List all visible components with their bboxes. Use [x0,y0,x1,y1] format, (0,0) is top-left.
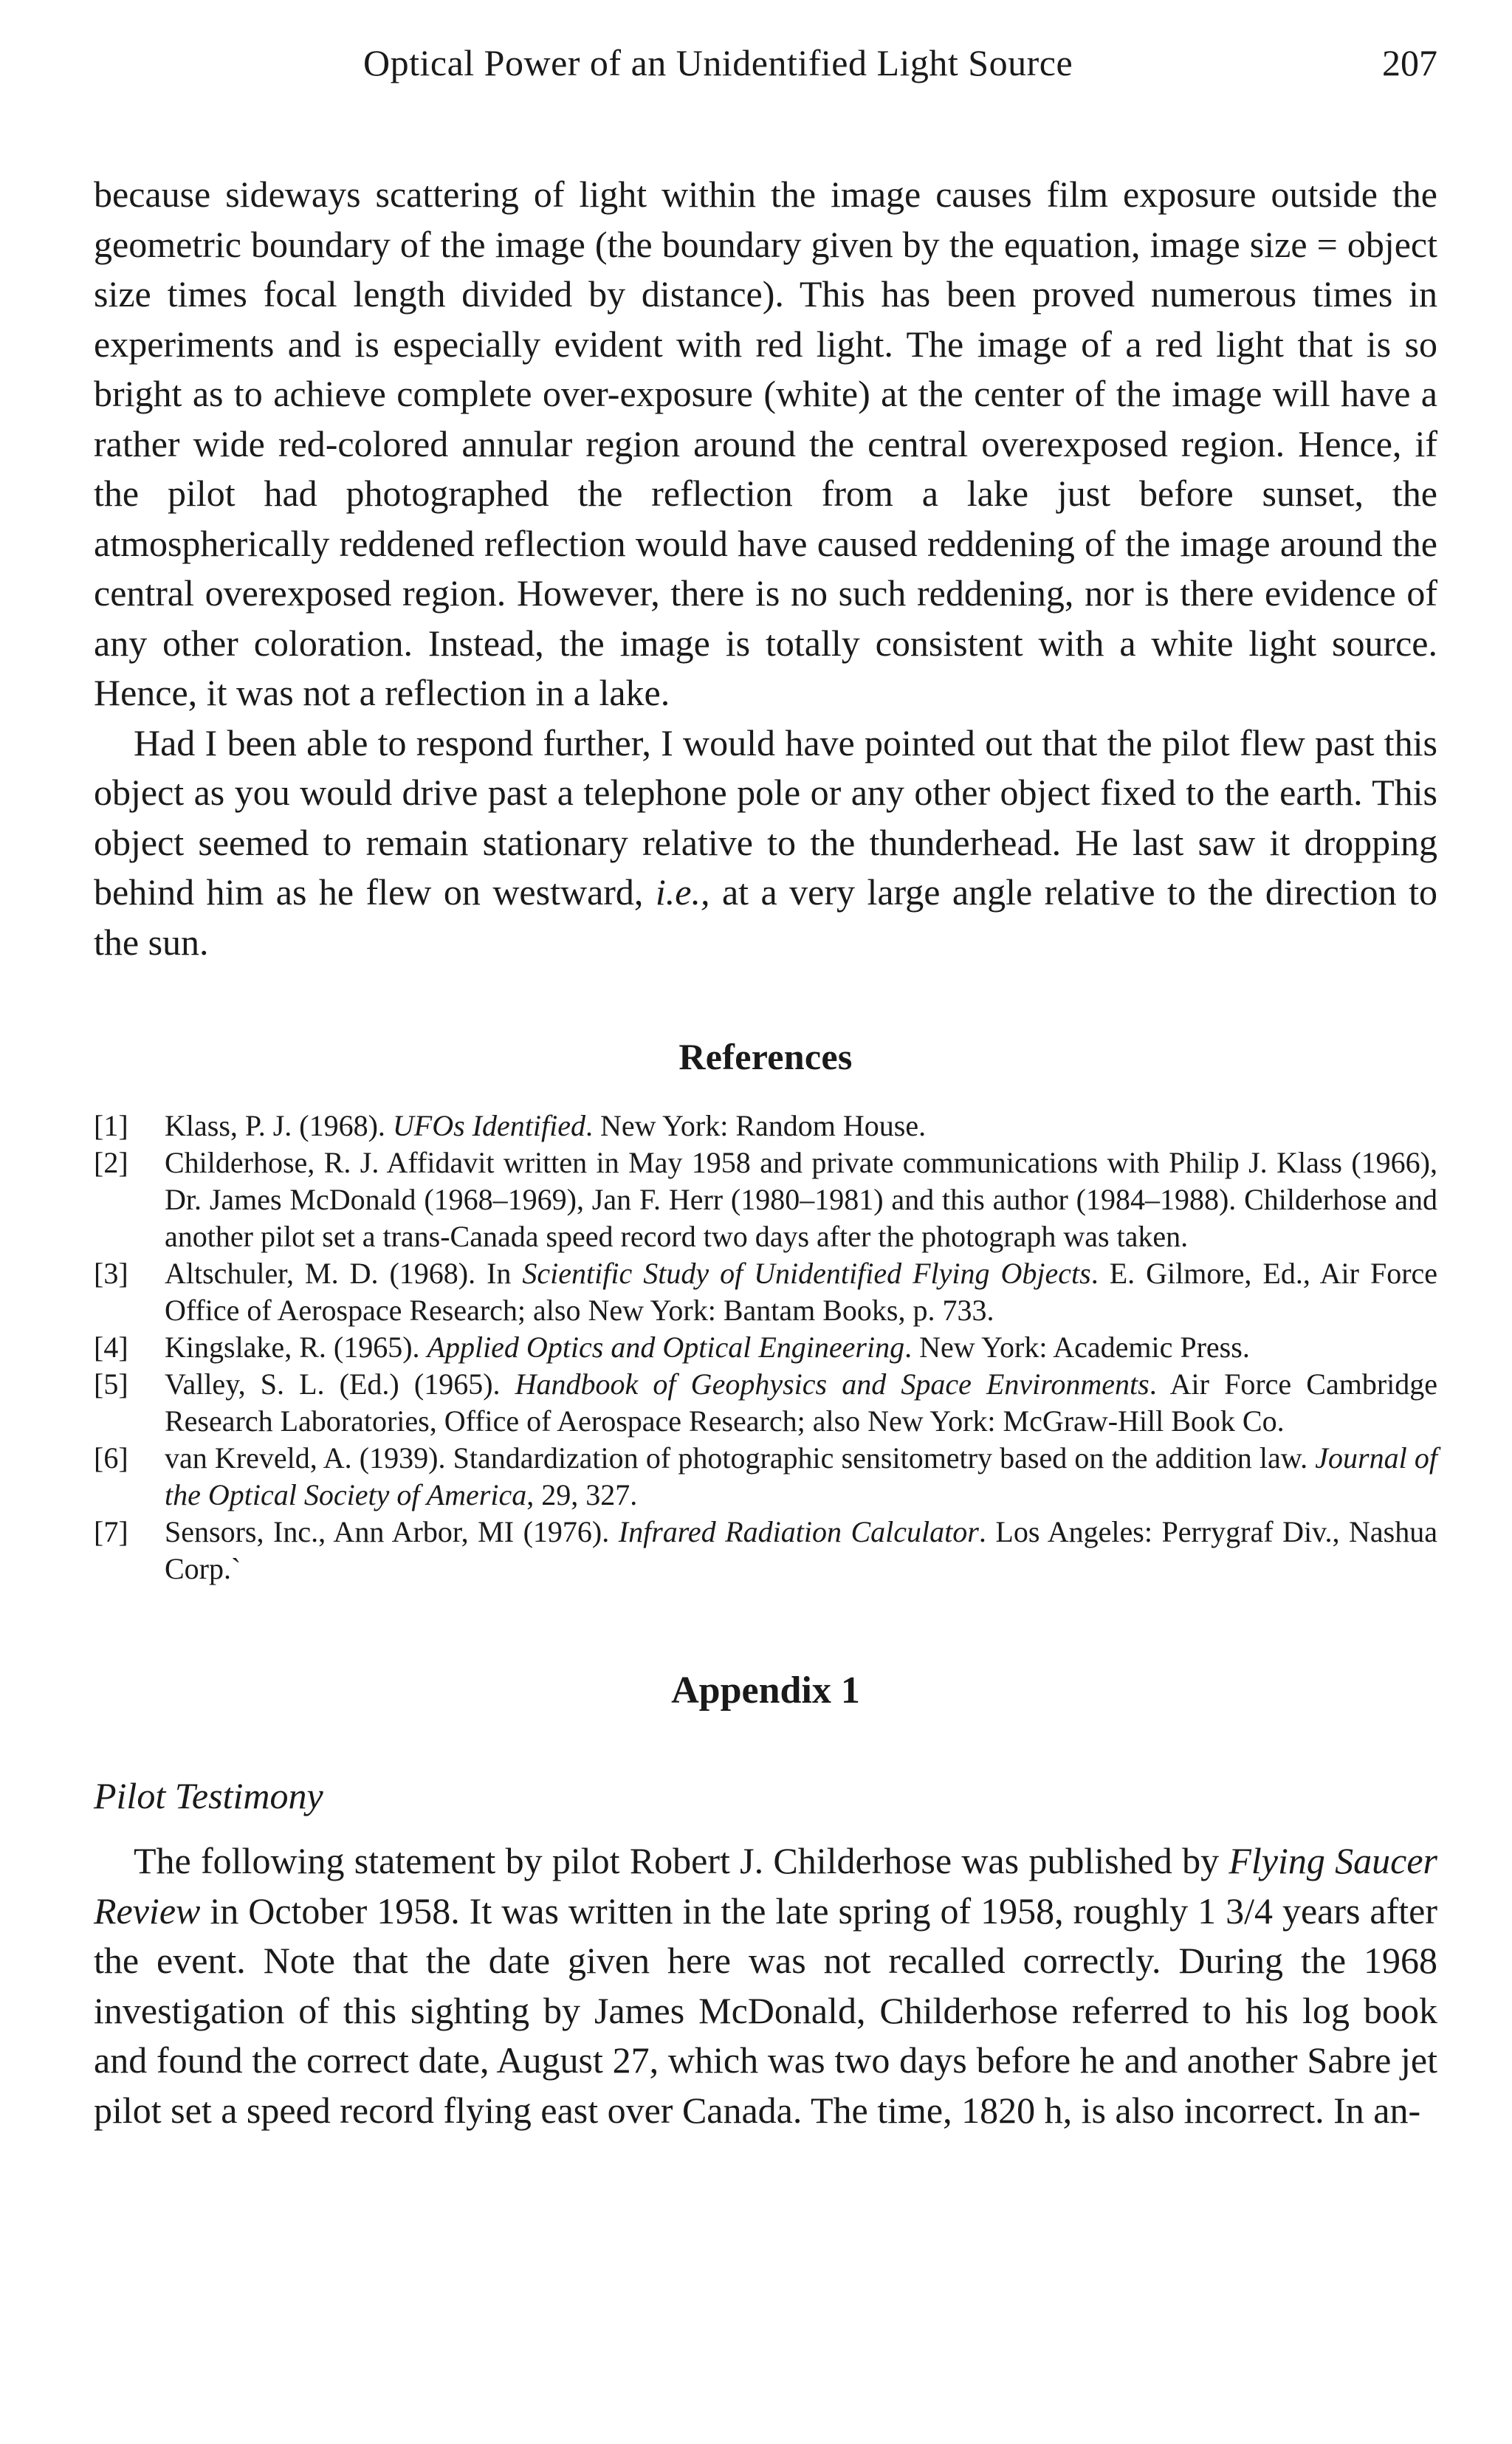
reference-text-end: . New York: Academic Press. [904,1331,1250,1364]
reference-number: [3] [94,1257,128,1290]
reference-item [94,1144,1437,1255]
reference-title: Infrared Radiation Calculator [618,1515,979,1548]
running-head [94,37,1437,96]
references-heading: References [678,1036,853,1077]
body-paragraph-1: because sideways scattering of light within the image causes film exposure outside the geometric boundary of the image (the boundary given by the equation, image size = object size times focal length divided by distance). This has been proved numerous times in experiments and is especially evident with red light. The image of a red light that is so bright as to achieve complete over-exposure (white) at the center of the image will have a rather wide red-colored annular region around the central overexposed region. Hence, if the pilot had photographed the reflection from a lake just before sunset, the atmospherically reddened reflection would have caused reddening of the image around the central overexposed region. However, there is no such reddening, nor is there evidence of any other coloration. Instead, the image is totally consistent with a white light source. Hence, it was not a reflection in a lake. [94,174,1437,713]
reference-text-end: . New York: Random House. [585,1109,927,1142]
appendix-subheading: Pilot Testimony [94,1775,323,1816]
reference-item [94,1255,1437,1329]
reference-text: van Kreveld, A. (1939). Standardization of photographic sensitometry based on the addition law. [165,1441,1316,1475]
reference-number: [1] [94,1109,128,1142]
appendix-text-b: in October 1958. It was written in the late spring of 1958, roughly 1 3/4 years after the event. Note that the date given here was not recalled correctly. During the 1968 investigation of this sighting by James McDonald, Childerhose referred to his log book and found the correct date, August 27, which was two days before he and another Sabre jet pilot set a speed record flying east over Canada. The time, 1820 h, is also incorrect. In an- [94,1889,1437,2131]
reference-text: Sensors, Inc., Ann Arbor, MI (1976). [165,1515,619,1548]
reference-item [94,1108,1437,1144]
reference-title: Scientific Study of Unidentified Flying Objects [522,1257,1091,1290]
reference-text: Valley, S. L. (Ed.) (1965). [165,1367,515,1401]
appendix-journal-title: Flying Saucer Review [94,1840,1437,1932]
reference-item [94,1440,1437,1514]
reference-text-end: , 29, 327. [526,1478,638,1511]
reference-title: Applied Optics and Optical Engineering [427,1331,905,1364]
body-paragraph-2 [94,718,1437,968]
appendix-heading: Appendix 1 [671,1669,860,1712]
reference-text: Childerhose, R. J. Affidavit written in May 1958 and private communications with Philip J. Klass (1966), Dr. James McDonald (1968–1969), Jan F. Herr (1980–1981) and this author (1984–1988). Childerhose and another pilot set a trans-Canada speed record two days after the photograph was taken. [165,1146,1437,1253]
paragraph-2-ie: i.e., [655,871,710,913]
page [94,37,1437,2135]
paragraph-2-text-b: at a very large angle relative to the direction to the sun. [94,871,1437,963]
appendix-text-a: The following statement by pilot Robert J. Childerhose was published by [134,1840,1229,1881]
reference-text: Kingslake, R. (1965). [165,1331,427,1364]
reference-title: Handbook of Geophysics and Space Environments [515,1367,1150,1401]
reference-title: UFOs Identified [392,1109,585,1142]
reference-item [94,1329,1437,1366]
reference-number: [2] [94,1146,128,1179]
reference-text: Altschuler, M. D. (1968). In [165,1257,523,1290]
reference-number: [6] [94,1441,128,1475]
reference-item [94,1514,1437,1587]
appendix-paragraph [94,1836,1437,2135]
references-list [94,1108,1437,1587]
reference-text-end: . Air Force Cambridge Research Laboratories, Office of Aerospace Research; also New York: McGraw-Hill Book Co. [165,1367,1438,1438]
page-number: 207 [1382,42,1437,83]
running-title: Optical Power of an Unidentified Light Source [363,42,1073,83]
reference-text-end: . Los Angeles: Perrygraf Div., Nashua Corp.` [165,1515,1437,1585]
reference-item [94,1366,1437,1440]
reference-title: Journal of the Optical Society of America [165,1441,1438,1511]
reference-number: [7] [94,1515,128,1548]
reference-text: Klass, P. J. (1968). [165,1109,393,1142]
reference-number: [4] [94,1331,128,1364]
paragraph-2-text-a: Had I been able to respond further, I would have pointed out that the pilot flew past this object as you would drive past a telephone pole or any other object fixed to the earth. This object seemed to remain stationary relative to the thunderhead. He last saw it dropping behind him as he flew on westward, [94,721,1437,913]
reference-text-end: . E. Gilmore, Ed., Air Force Office of Aerospace Research; also New York: Bantam Books, p. 733. [165,1257,1438,1327]
reference-number: [5] [94,1367,128,1401]
